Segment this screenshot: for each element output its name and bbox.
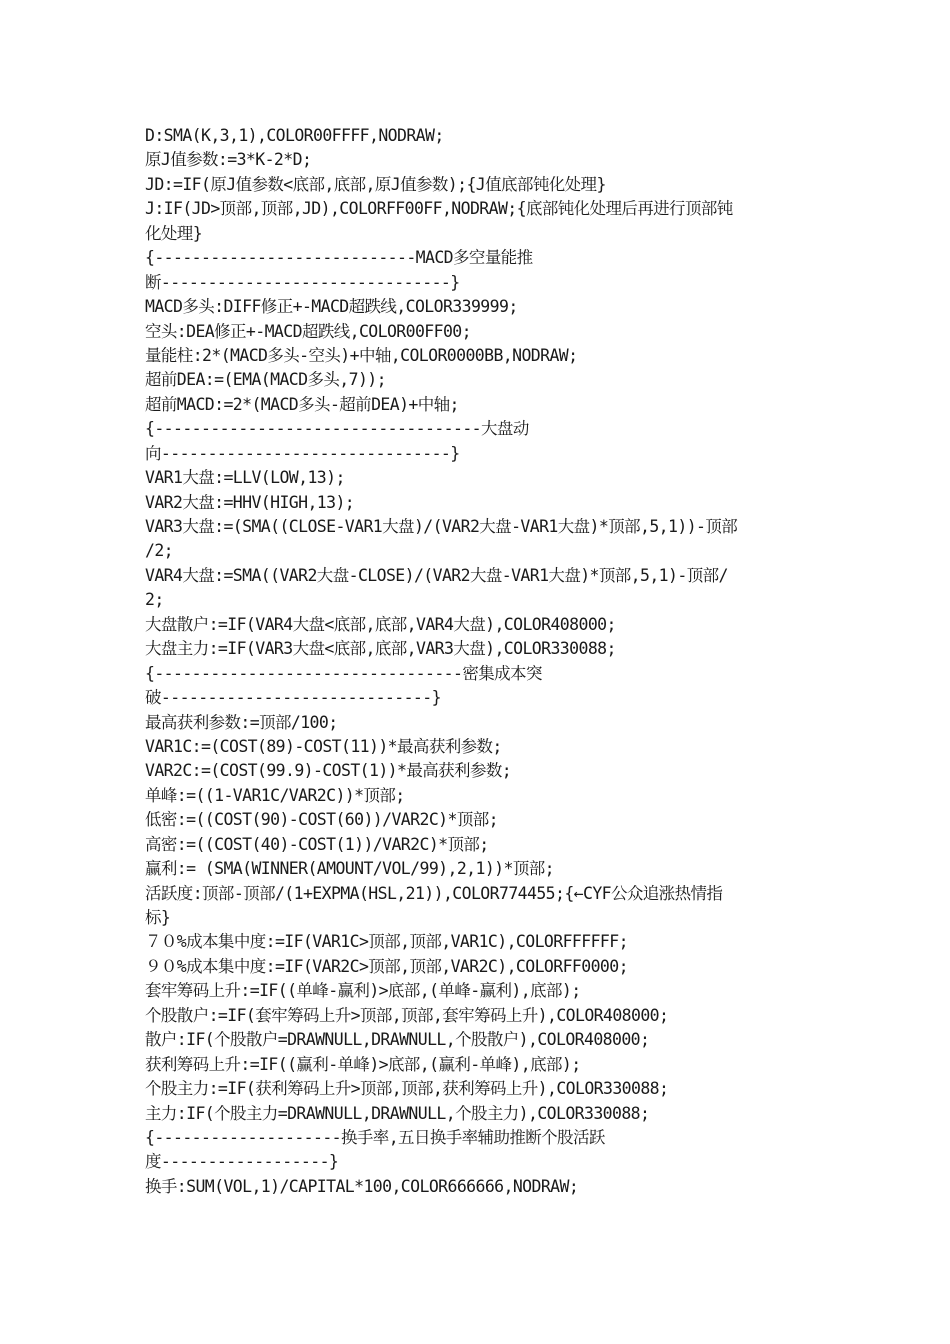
section-divider: 度------------------}: [145, 1152, 339, 1172]
text-line: 活跃度:顶部-顶部/(1+EXPMA(HSL,21)),COLOR774455;{←CYF公众追涨热情指: [145, 883, 723, 903]
text-line: 大盘散户:=IF(VAR4大盘<底部,底部,VAR4大盘),COLOR408000;: [145, 614, 616, 634]
text-line: 换手:SUM(VOL,1)/CAPITAL*100,COLOR666666,NODRAW;: [145, 1176, 579, 1196]
text-line: 赢利:= (SMA(WINNER(AMOUNT/VOL/99),2,1))*顶部;: [145, 859, 554, 879]
text-line: 主力:IF(个股主力=DRAWNULL,DRAWNULL,个股主力),COLOR330088;: [145, 1103, 650, 1123]
text-line: 超前DEA:=(EMA(MACD多头,7));: [145, 370, 386, 390]
section-divider: 向-------------------------------}: [145, 443, 460, 463]
section-divider: 断-------------------------------}: [145, 272, 460, 292]
text-line: J:IF(JD>顶部,顶部,JD),COLORFF00FF,NODRAW;{底部钝化处理后再进行顶部钝: [145, 199, 733, 219]
text-line: 单峰:=((1-VAR1C/VAR2C))*顶部;: [145, 785, 405, 805]
text-line: 空头:DEA修正+-MACD超跌线,COLOR00FF00;: [145, 321, 471, 341]
text-line: 散户:IF(个股散户=DRAWNULL,DRAWNULL,个股散户),COLOR408000;: [145, 1030, 650, 1050]
text-line: /2;: [145, 541, 174, 561]
text-line: 量能柱:2*(MACD多头-空头)+中轴,COLOR0000BB,NODRAW;: [145, 345, 578, 365]
section-divider: {--------------------换手率,五日换手率辅助推断个股活跃: [145, 1127, 605, 1147]
text-line: JD:=IF(原J值参数<底部,底部,原J值参数);{J值底部钝化处理}: [145, 174, 606, 194]
text-line: VAR3大盘:=(SMA((CLOSE-VAR1大盘)/(VAR2大盘-VAR1大盘)*顶部,5,1))-顶部: [145, 517, 738, 536]
text-line: VAR1大盘:=LLV(LOW,13);: [145, 468, 345, 488]
text-line: 获利筹码上升:=IF((赢利-单峰)>底部,(赢利-单峰),底部);: [145, 1054, 581, 1074]
text-line: VAR2大盘:=HHV(HIGH,13);: [145, 492, 355, 512]
text-line: ７０%成本集中度:=IF(VAR1C>顶部,顶部,VAR1C),COLORFFFFFF;: [145, 932, 628, 952]
text-line: 原J值参数:=3*K-2*D;: [145, 150, 312, 170]
formula-text-block: [145, 124, 815, 1199]
text-line: VAR1C:=(COST(89)-COST(11))*最高获利参数;: [145, 736, 502, 756]
text-line: 超前MACD:=2*(MACD多头-超前DEA)+中轴;: [145, 394, 459, 414]
text-line: 高密:=((COST(40)-COST(1))/VAR2C)*顶部;: [145, 834, 489, 854]
text-line: 化处理}: [145, 223, 203, 243]
section-divider: {----------------------------MACD多空量能推: [145, 248, 533, 268]
section-divider: {-----------------------------------大盘动: [145, 419, 529, 439]
text-line: 个股主力:=IF(获利筹码上升>顶部,顶部,获利筹码上升),COLOR330088;: [145, 1079, 669, 1099]
text-line: 大盘主力:=IF(VAR3大盘<底部,底部,VAR3大盘),COLOR330088;: [145, 639, 616, 659]
text-line: 低密:=((COST(90)-COST(60))/VAR2C)*顶部;: [145, 810, 498, 830]
section-divider: 破-----------------------------}: [145, 688, 441, 708]
section-divider: {---------------------------------密集成本突: [145, 663, 542, 683]
text-line: MACD多头:DIFF修正+-MACD超跌线,COLOR339999;: [145, 297, 518, 317]
text-line: 套牢筹码上升:=IF((单峰-赢利)>底部,(单峰-赢利),底部);: [145, 981, 581, 1001]
text-line: VAR4大盘:=SMA((VAR2大盘-CLOSE)/(VAR2大盘-VAR1大盘)*顶部,5,1)-顶部/: [145, 565, 728, 585]
text-line: 最高获利参数:=顶部/100;: [145, 712, 338, 732]
text-line: ９０%成本集中度:=IF(VAR2C>顶部,顶部,VAR2C),COLORFF0000;: [145, 956, 628, 976]
text-line: 2;: [145, 590, 164, 610]
text-line: 个股散户:=IF(套牢筹码上升>顶部,顶部,套牢筹码上升),COLOR408000;: [145, 1005, 669, 1025]
text-line: D:SMA(K,3,1),COLOR00FFFF,NODRAW;: [145, 126, 444, 145]
text-line: VAR2C:=(COST(99.9)-COST(1))*最高获利参数;: [145, 761, 512, 781]
text-line: 标}: [145, 908, 171, 927]
